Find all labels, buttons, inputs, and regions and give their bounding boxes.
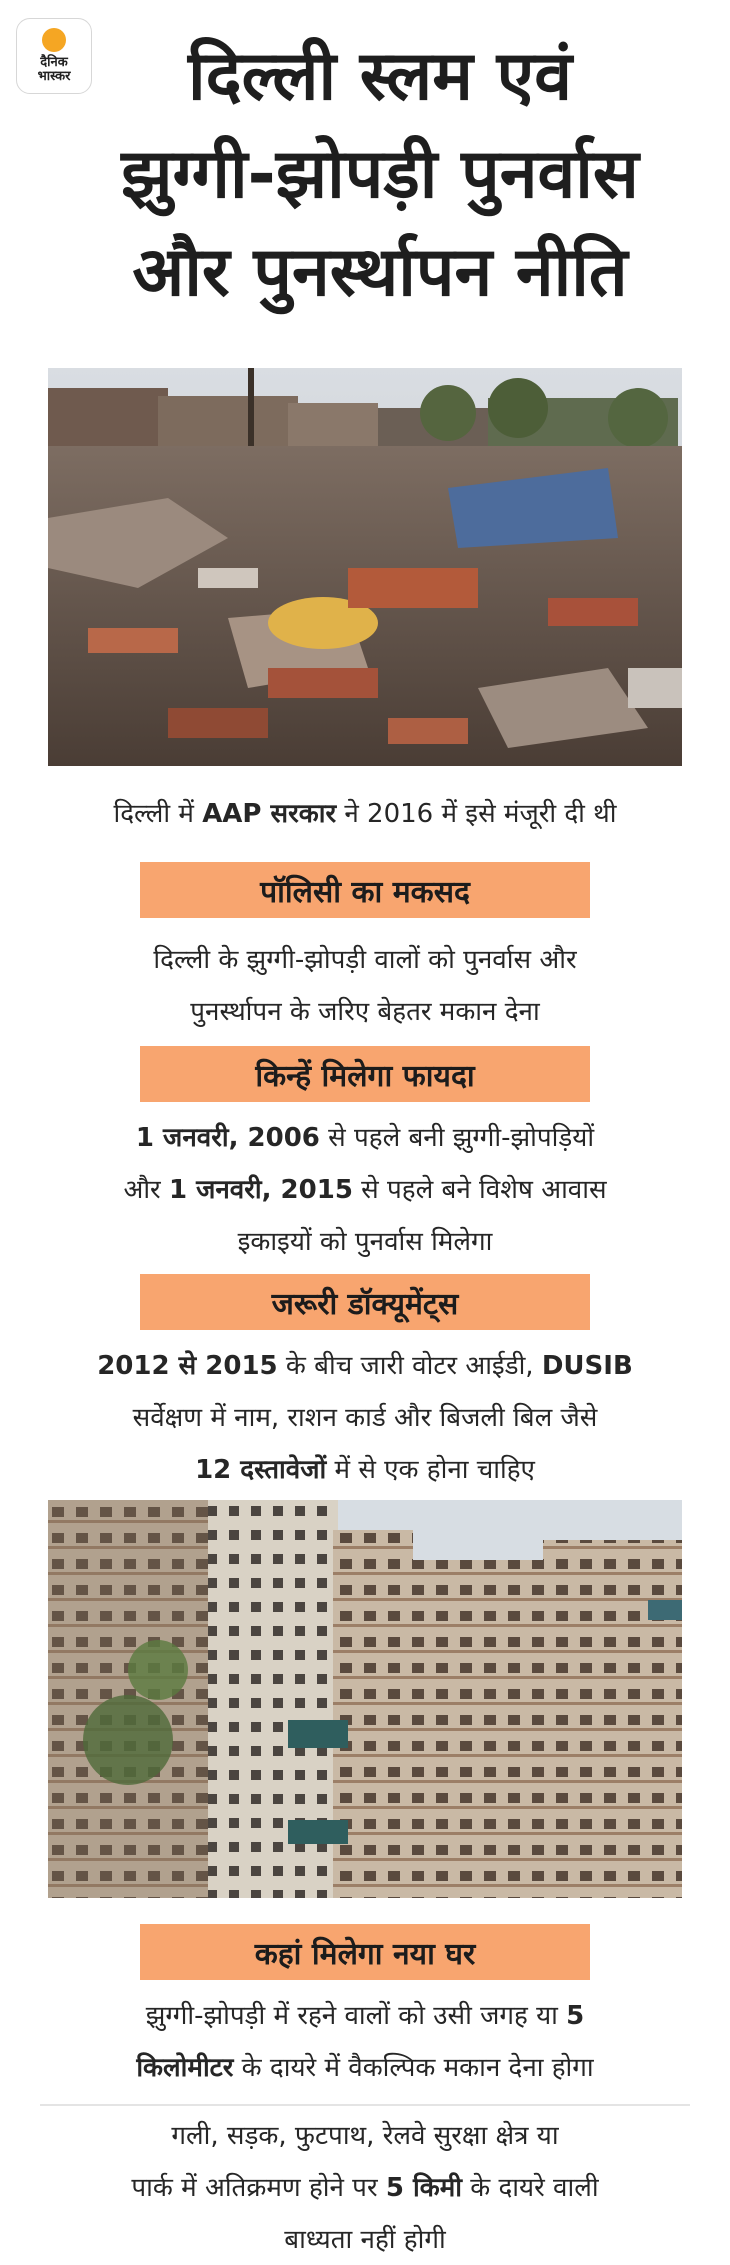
new-home-distance: 5 bbox=[566, 2001, 585, 2031]
apartments-photo bbox=[48, 1500, 682, 1898]
page-title bbox=[37, 28, 720, 322]
beneficiaries-line-3: इकाइयों को पुनर्वास मिलेगा bbox=[237, 1227, 493, 1257]
footer-line-3: बाध्यता नहीं होगी bbox=[284, 2225, 446, 2255]
purpose-heading: पॉलिसी का मकसद bbox=[140, 862, 590, 918]
new-home-line-1-pre: झुग्गी-झोपड़ी में रहने वालों को उसी जगह या bbox=[145, 2001, 567, 2031]
title-line-2: झुग्गी-झोपड़ी पुनर्वास bbox=[121, 135, 639, 214]
beneficiaries-line-2-rest: से पहले बने विशेष आवास bbox=[352, 1175, 607, 1205]
footer-line-1: गली, सड़क, फुटपाथ, रेलवे सुरक्षा क्षेत्र या bbox=[171, 2121, 559, 2151]
footer-distance: 5 किमी bbox=[385, 2173, 462, 2203]
beneficiaries-heading: किन्हें मिलेगा फायदा bbox=[140, 1046, 590, 1102]
purpose-line-1: दिल्ली के झुग्गी-झोपड़ी वालों को पुनर्वास और bbox=[153, 945, 577, 975]
documents-heading: जरूरी डॉक्यूमेंट्स bbox=[140, 1274, 590, 1330]
purpose-line-2: पुनर्स्थापन के जरिए बेहतर मकान देना bbox=[190, 997, 540, 1027]
new-home-unit: किलोमीटर bbox=[136, 2053, 234, 2083]
new-home-text bbox=[40, 1990, 690, 2094]
logo-text-line2: भास्कर bbox=[37, 69, 71, 84]
new-home-line-2 bbox=[40, 2042, 690, 2094]
purpose-text bbox=[40, 934, 690, 1038]
documents-text bbox=[40, 1340, 690, 1496]
new-home-line-2-rest: के दायरे में वैकल्पिक मकान देना होगा bbox=[233, 2053, 594, 2083]
footer-line-2-pre: पार्क में अतिक्रमण होने पर bbox=[131, 2173, 386, 2203]
beneficiaries-date-2015: 1 जनवरी, 2015 bbox=[168, 1175, 353, 1205]
logo-text-line1: दैनिक bbox=[40, 55, 68, 70]
demolition-photo bbox=[48, 368, 682, 766]
footer-line-2 bbox=[40, 2162, 690, 2214]
documents-count: 12 दस्तावेजों bbox=[195, 1455, 327, 1485]
new-home-heading: कहां मिलेगा नया घर bbox=[140, 1924, 590, 1980]
title-line-3: और पुनर्स्थापन नीति bbox=[132, 233, 628, 312]
documents-line-1-mid: के बीच जारी वोटर आईडी, bbox=[277, 1351, 542, 1381]
footer-line-2-rest: के दायरे वाली bbox=[462, 2173, 599, 2203]
beneficiaries-line-2 bbox=[40, 1164, 690, 1216]
beneficiaries-line-1 bbox=[40, 1112, 690, 1164]
footer-note bbox=[40, 2110, 690, 2265]
documents-years: 2012 से 2015 bbox=[97, 1351, 278, 1381]
beneficiaries-line-1-rest: से पहले बनी झुग्गी-झोपड़ियों bbox=[319, 1123, 595, 1153]
documents-line-2: सर्वेक्षण में नाम, राशन कार्ड और बिजली बिल जैसे bbox=[132, 1403, 598, 1433]
section-divider bbox=[40, 2104, 690, 2106]
caption-pre: दिल्ली में bbox=[113, 799, 203, 829]
caption-bold: AAP सरकार bbox=[202, 799, 337, 829]
new-home-line-1 bbox=[40, 1990, 690, 2042]
approval-caption bbox=[30, 790, 700, 838]
title-line-1: दिल्ली स्लम एवं bbox=[187, 37, 573, 116]
documents-line-1 bbox=[40, 1340, 690, 1392]
beneficiaries-text bbox=[40, 1112, 690, 1268]
beneficiaries-date-2006: 1 जनवरी, 2006 bbox=[135, 1123, 320, 1153]
documents-line-3-rest: में से एक होना चाहिए bbox=[326, 1455, 535, 1485]
caption-post: ने 2016 में इसे मंजूरी दी थी bbox=[336, 799, 617, 829]
documents-line-3 bbox=[40, 1444, 690, 1496]
beneficiaries-line-2-pre: और bbox=[123, 1175, 169, 1205]
documents-dusib: DUSIB bbox=[541, 1351, 633, 1381]
